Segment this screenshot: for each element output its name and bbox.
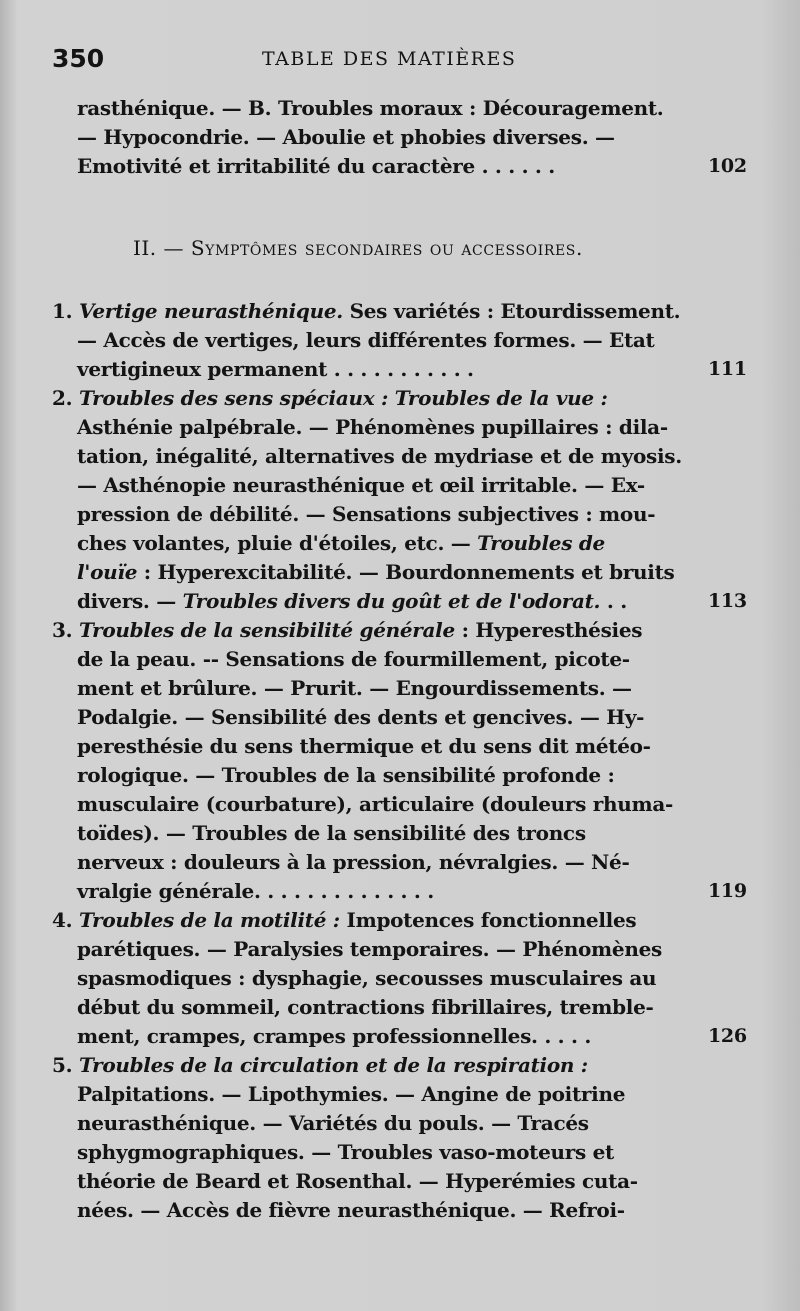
toc-line (0, 558, 800, 587)
toc-line: rologique. — Troubles de la sensibilité profonde : (77, 763, 615, 787)
entry-title: Troubles de la sensibilité générale (78, 618, 455, 642)
page-number: 350 (52, 44, 105, 73)
toc-line: Asthénie palpébrale. — Phénomènes pupillaires : dila- (77, 415, 668, 439)
page-header (0, 40, 800, 80)
toc-dots: . . (600, 589, 627, 613)
running-title: TABLE DES MATIÈRES (262, 48, 517, 70)
spacer (0, 263, 800, 297)
toc-line: sphygmographiques. — Troubles vaso-moteurs et (77, 1140, 614, 1164)
toc-line: Podalgie. — Sensibilité des dents et gencives. — Hy- (77, 705, 645, 729)
toc-line: Palpitations. — Lipothymies. — Angine de poitrine (77, 1082, 626, 1106)
toc-page-ref: 111 (708, 358, 747, 380)
entry-title: Troubles de la motilité : (78, 908, 340, 932)
toc-line: début du sommeil, contractions fibrillaires, tremble- (77, 995, 654, 1019)
toc-page-ref: 126 (708, 1025, 747, 1047)
toc-line: théorie de Beard et Rosenthal. — Hyperémies cuta- (77, 1169, 638, 1193)
toc-line (0, 152, 800, 181)
toc-line (0, 529, 800, 558)
toc-page-ref: 113 (708, 590, 747, 612)
toc-line: — Hypocondrie. — Aboulie et phobies diverses. — (77, 125, 615, 149)
entry-number: 3. (52, 618, 73, 642)
toc-line: pression de débilité. — Sensations subjectives : mou- (77, 502, 656, 526)
toc-text: ment, crampes, crampes professionnelles. . . . . (77, 1024, 591, 1048)
toc-text: Emotivité et irritabilité du caractère . . . . . . (77, 154, 555, 178)
toc-text: vralgie générale. . . . . . . . . . . . . . (77, 879, 434, 903)
toc-page-ref: 119 (708, 880, 747, 902)
entry-number: 4. (52, 908, 73, 932)
entry-number: 2. (52, 386, 73, 410)
toc-line: — Asthénopie neurasthénique et œil irritable. — Ex- (77, 473, 645, 497)
table-of-contents (0, 94, 800, 1225)
toc-entry-4 (0, 906, 800, 935)
toc-line: toïdes). — Troubles de la sensibilité des troncs (77, 821, 586, 845)
toc-entry-1 (0, 297, 800, 326)
entry-text: : Hyperesthésies (454, 618, 643, 642)
toc-text: ches volantes, pluie d'étoiles, etc. — (77, 531, 478, 555)
entry-title: Troubles de la circulation et de la respiration : (78, 1053, 588, 1077)
entry-title: Vertige neurasthénique. (78, 299, 343, 323)
section-heading (0, 233, 800, 263)
toc-line: tation, inégalité, alternatives de mydriase et de myosis. (77, 444, 682, 468)
entry-number: 5. (52, 1053, 73, 1077)
toc-italic-text: Troubles divers du goût et de l'odorat. (182, 589, 601, 613)
spacer (0, 181, 800, 233)
entry-text: Impotences fonctionnelles (339, 908, 637, 932)
toc-italic-text: Troubles de (477, 531, 605, 555)
entry-title: Troubles des sens spéciaux : Troubles de la vue : (78, 386, 608, 410)
section-numeral: II. — (133, 236, 191, 260)
toc-entry-2 (0, 384, 800, 413)
toc-entry-5 (0, 1051, 800, 1080)
toc-line (0, 587, 800, 616)
toc-text: : Hyperexcitabilité. — Bourdonnements et bruits (137, 560, 675, 584)
toc-line: musculaire (courbature), articulaire (douleurs rhuma- (77, 792, 674, 816)
toc-line: ment et brûlure. — Prurit. — Engourdissements. — (77, 676, 632, 700)
toc-line: rasthénique. — B. Troubles moraux : Découragement. (77, 96, 664, 120)
toc-line: peresthésie du sens thermique et du sens dit météo- (77, 734, 651, 758)
toc-line: nées. — Accès de fièvre neurasthénique. — Refroi- (77, 1198, 625, 1222)
toc-text: divers. — (77, 589, 183, 613)
toc-line: de la peau. -- Sensations de fourmillement, picote- (77, 647, 630, 671)
section-title: Symptômes secondaires ou accessoires. (190, 236, 583, 260)
toc-line: — Accès de vertiges, leurs différentes formes. — Etat (77, 328, 655, 352)
toc-line: nerveux : douleurs à la pression, névralgies. — Né- (77, 850, 630, 874)
toc-line: parétiques. — Paralysies temporaires. — Phénomènes (77, 937, 662, 961)
toc-text: vertigineux permanent . . . . . . . . . . . (77, 357, 474, 381)
toc-entry-3 (0, 616, 800, 645)
toc-page-ref: 102 (708, 155, 747, 177)
toc-italic-text: l'ouïe (77, 560, 138, 584)
toc-line: neurasthénique. — Variétés du pouls. — Tracés (77, 1111, 589, 1135)
toc-line (0, 1022, 800, 1051)
toc-line (0, 877, 800, 906)
entry-number: 1. (52, 299, 73, 323)
toc-line: spasmodiques : dysphagie, secousses musculaires au (77, 966, 657, 990)
toc-line (0, 355, 800, 384)
entry-text: Ses variétés : Etourdissement. (342, 299, 681, 323)
